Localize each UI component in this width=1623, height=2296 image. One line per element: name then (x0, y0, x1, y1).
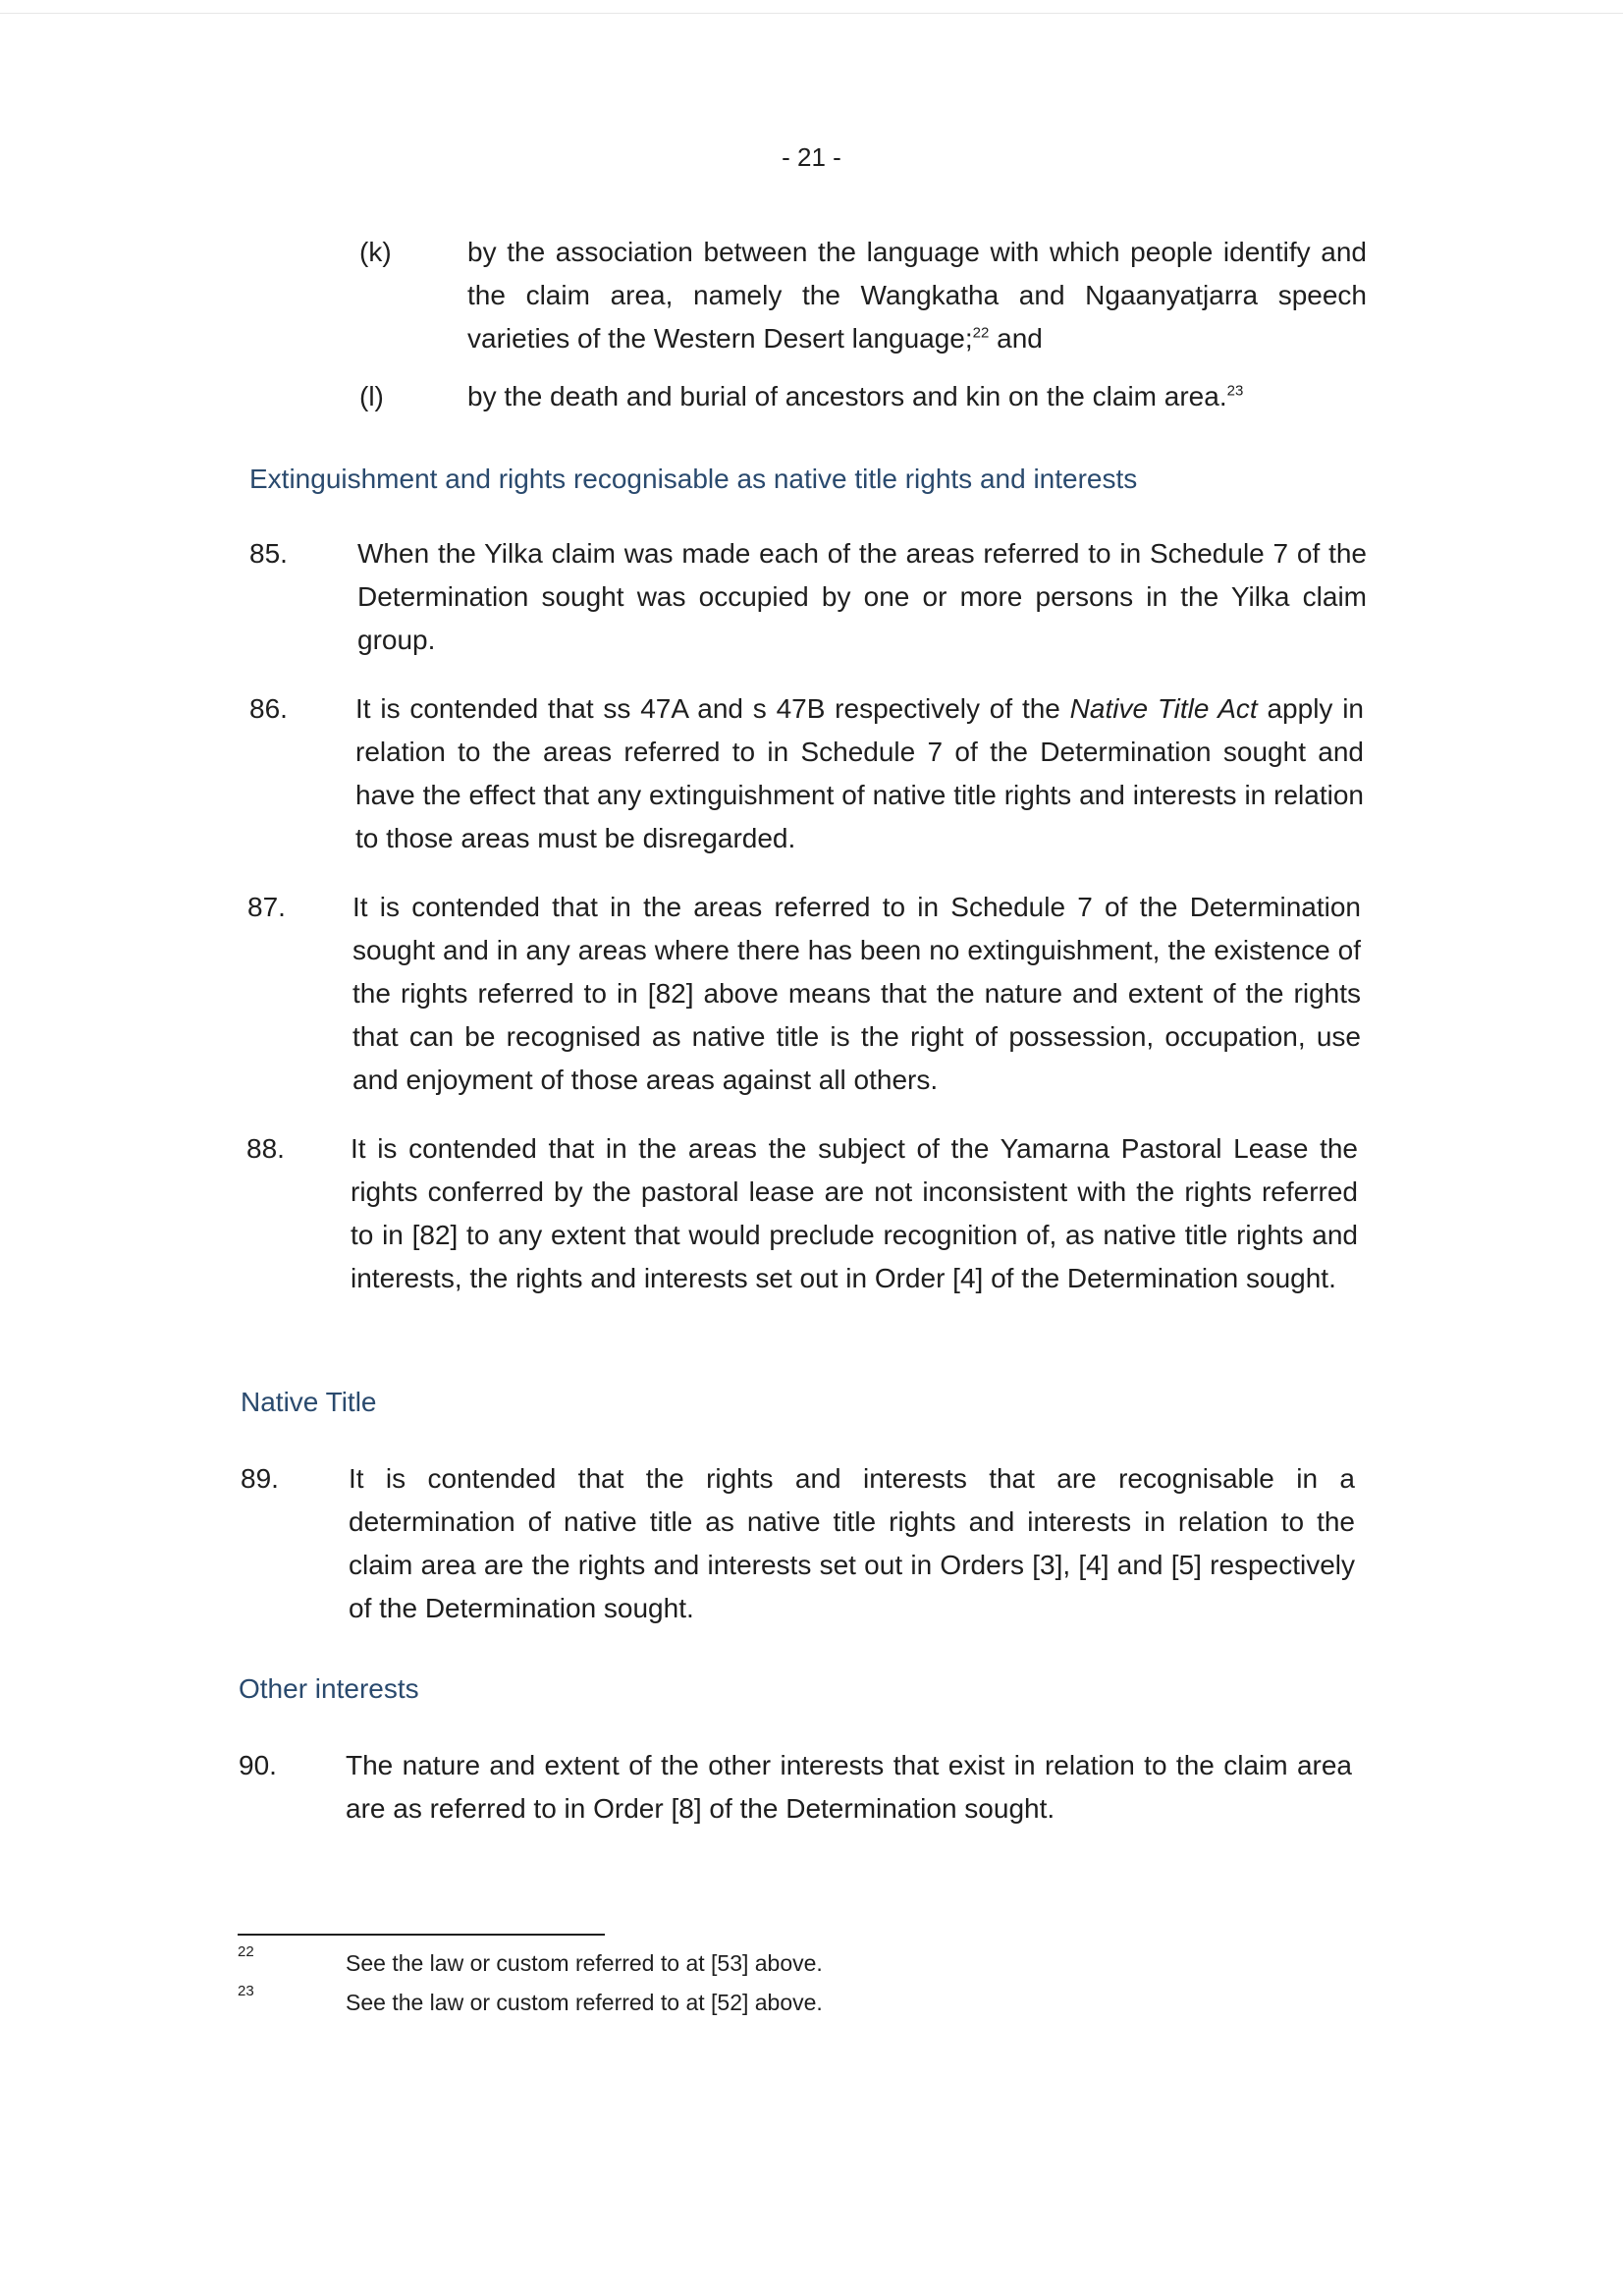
section-heading-extinguishment: Extinguishment and rights recognisable as native title rights and interests (249, 464, 1138, 494)
paragraph-number: 89. (241, 1463, 279, 1494)
paragraph-number: 86. (249, 693, 288, 724)
act-title: Native Title Act (1069, 693, 1258, 724)
paragraph-number: 87. (247, 892, 286, 922)
page-top-edge (0, 13, 1623, 14)
footnote-separator (238, 1934, 605, 1936)
paragraph-text: It is contended that ss 47A and s 47B respectively of the Native Title Act apply in relation to the areas referred to in Schedule 7 of the Determination sought and have the effect that any extinguishment of native title rights and interests in relation to those areas must be disregarded. (355, 693, 1364, 853)
paragraph-text: It is contended that in the areas referred to in Schedule 7 of the Determination sought and in any areas where there has been no extinguishment, the existence of the rights referred to in [82] above means that the nature and extent of the rights that can be recognised as native title is the right of possession, occupation, use and enjoyment of those areas against all others. (352, 892, 1361, 1095)
paragraph-text: It is contended that the rights and interests that are recognisable in a determination of native title as native title rights and interests in relation to the claim area are the rights and interests set out in Orders [3], [4] and [5] respectively of the Determination sought. (349, 1463, 1355, 1623)
footnote-ref-22[interactable]: 22 (972, 324, 990, 342)
paragraph-number: 85. (249, 538, 288, 569)
section-heading-other-interests: Other interests (239, 1673, 419, 1704)
page-number: - 21 - (782, 142, 841, 172)
sub-item-label: (k) (359, 237, 392, 267)
paragraph-text: It is contended that in the areas the subject of the Yamarna Pastoral Lease the rights conferred by the pastoral lease are not inconsistent with the rights referred to in [82] to any extent that would preclude recognition of, as native title rights and interests, the rights and interests set out in Order [4] of the Determination sought. (351, 1133, 1358, 1293)
sub-item-text: by the death and burial of ancestors and kin on the claim area.$^{23}$ (467, 381, 1244, 411)
paragraph-number: 88. (246, 1133, 285, 1164)
footnote-text: See the law or custom referred to at [53] above. (346, 1950, 823, 1976)
sub-item-text: by the association between the language with which people identify and the claim area, namely the Wangkatha and Ngaanyatjarra speech varieties of the Western Desert language;$^{22}$ and (467, 237, 1367, 354)
section-heading-native-title: Native Title (241, 1387, 377, 1417)
paragraph-text: When the Yilka claim was made each of the areas referred to in Schedule 7 of the Determination sought was occupied by one or more persons in the Yilka claim group. (357, 538, 1367, 655)
footnote-number: 23 (238, 1983, 254, 1999)
footnote-text: See the law or custom referred to at [52] above. (346, 1990, 823, 2015)
sub-item-label: (l) (359, 381, 384, 411)
footnote-number: 22 (238, 1943, 254, 1960)
footnote-ref-23[interactable]: 23 (1226, 382, 1244, 400)
paragraph-text: The nature and extent of the other interests that exist in relation to the claim area are as referred to in Order [8] of the Determination sought. (346, 1750, 1352, 1824)
paragraph-number: 90. (239, 1750, 277, 1780)
